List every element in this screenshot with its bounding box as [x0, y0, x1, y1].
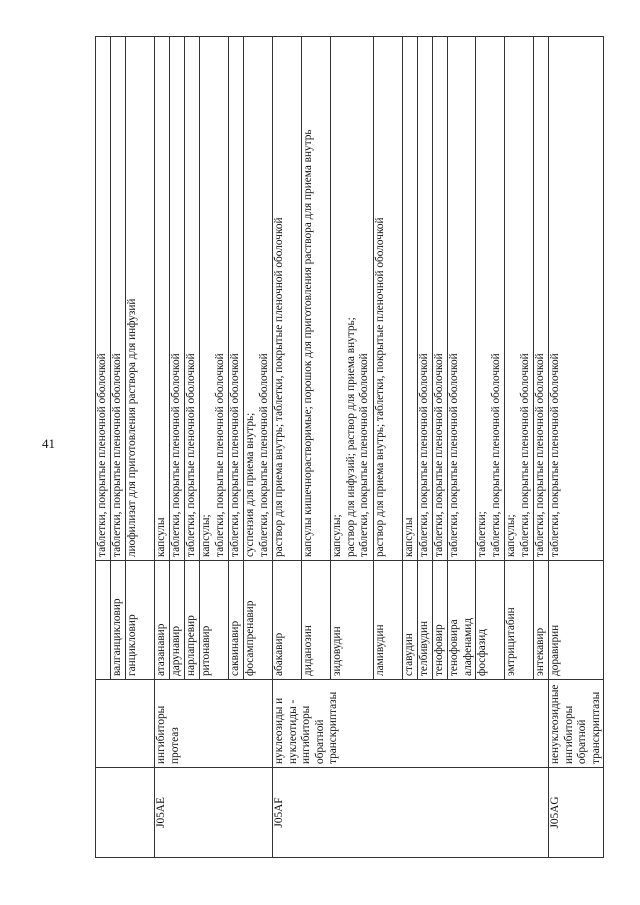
- drug-name-cell: фосфазид: [476, 561, 505, 680]
- page-number: 41: [42, 436, 55, 451]
- dosage-form-line: капсулы: [403, 517, 415, 557]
- dosage-form-line: таблетки, покрытые пленочной оболочкой: [549, 353, 562, 557]
- group-name-cell: ингибиторы протеаз: [155, 680, 273, 768]
- dosage-form-line: таблетки, покрытые пленочной оболочкой: [170, 353, 182, 557]
- dosage-form-cell: [534, 37, 549, 561]
- drug-name-cell: энтекавир: [534, 561, 549, 680]
- dosage-form-line: капсулы;: [200, 514, 212, 557]
- dosage-form-line: капсулы кишечнорастворимые; порошок для приготовления раствора для приема внутрь: [302, 129, 314, 557]
- dosage-form-line: таблетки, покрытые пленочной оболочкой: [448, 353, 460, 557]
- drug-name-cell: [96, 561, 111, 680]
- dosage-form-line: таблетки, покрытые пленочной оболочкой: [433, 353, 445, 557]
- drug-name-cell: тенофовир: [433, 561, 448, 680]
- drug-table-body: [96, 37, 604, 858]
- drug-name-cell: доравирин: [549, 561, 604, 680]
- drug-name-cell: телбивудин: [418, 561, 433, 680]
- dosage-form-line: таблетки, покрытые пленочной оболочкой: [257, 353, 270, 557]
- dosage-form-line: таблетки, покрытые пленочной оболочкой: [111, 353, 123, 557]
- drug-name-cell: валганцикловир: [111, 561, 126, 680]
- group-name-cell: нуклеозиды и нуклеотиды - ингибиторы обратной транскриптазы: [273, 680, 549, 768]
- dosage-form-cell: [403, 37, 418, 561]
- drug-table: [95, 36, 604, 858]
- dosage-form-cell: [229, 37, 244, 561]
- dosage-form-line: таблетки, покрытые пленочной оболочкой: [96, 353, 108, 557]
- dosage-form-cell: [448, 37, 476, 561]
- dosage-form-cell: [374, 37, 403, 561]
- dosage-form-line: лиофилизат для приготовления раствора для инфузий: [126, 298, 138, 557]
- dosage-form-cell: [273, 37, 302, 561]
- dosage-form-line: таблетки, покрытые пленочной оболочкой: [185, 353, 197, 557]
- drug-name-cell: нарлапревир: [185, 561, 200, 680]
- dosage-form-cell: [155, 37, 170, 561]
- drug-name-cell: ритонавир: [200, 561, 229, 680]
- dosage-form-line: раствор для приема внутрь; таблетки, покрытые пленочной оболочкой: [374, 217, 386, 557]
- dosage-form-line: капсулы;: [505, 514, 518, 557]
- dosage-form-line: капсулы: [155, 517, 167, 557]
- dosage-form-cell: [331, 37, 374, 561]
- dosage-form-line: раствор для приема внутрь; таблетки, покрытые пленочной оболочкой: [273, 217, 285, 557]
- table-row: [549, 37, 604, 858]
- dosage-form-line: раствор для инфузий; раствор для приема внутрь;: [344, 317, 357, 557]
- dosage-form-cell: [418, 37, 433, 561]
- dosage-form-line: капсулы;: [331, 514, 343, 557]
- dosage-form-cell: [476, 37, 505, 561]
- dosage-form-line: таблетки, покрытые пленочной оболочкой: [229, 353, 241, 557]
- dosage-form-cell: [549, 37, 604, 561]
- atc-code-cell: J05AE: [155, 768, 273, 858]
- dosage-form-line: таблетки, покрытые пленочной оболочкой: [534, 353, 547, 557]
- group-name-cell: ненуклеозидные ингибиторы обратной транскриптазы: [549, 680, 604, 768]
- rotated-table-container: [95, 36, 602, 858]
- dosage-form-cell: [505, 37, 534, 561]
- dosage-form-line: таблетки;: [476, 511, 489, 557]
- dosage-form-cell: [244, 37, 273, 561]
- table-row: [155, 37, 170, 858]
- dosage-form-line: таблетки, покрытые пленочной оболочкой: [418, 353, 430, 557]
- table-row: [273, 37, 302, 858]
- dosage-form-line: таблетки, покрытые пленочной оболочкой: [213, 353, 226, 557]
- dosage-form-cell: [185, 37, 200, 561]
- dosage-form-line: таблетки, покрытые пленочной оболочкой: [358, 353, 371, 557]
- dosage-form-line: суспензия для приема внутрь;: [244, 412, 256, 557]
- drug-name-cell: ставудин: [403, 561, 418, 680]
- drug-name-cell: эмтрицитабин: [505, 561, 534, 680]
- group-name-cell: [96, 680, 155, 768]
- drug-name-cell: абакавир: [273, 561, 302, 680]
- dosage-form-cell: [302, 37, 331, 561]
- drug-name-cell: ламивудин: [374, 561, 403, 680]
- drug-name-cell: фосампренавир: [244, 561, 273, 680]
- atc-code-cell: J05AF: [273, 768, 549, 858]
- table-row: [96, 37, 111, 858]
- atc-code-cell: J05AG: [549, 768, 604, 858]
- dosage-form-cell: [433, 37, 448, 561]
- dosage-form-cell: [126, 37, 155, 561]
- dosage-form-line: таблетки, покрытые пленочной оболочкой: [489, 353, 502, 557]
- drug-name-cell: зидовудин: [331, 561, 374, 680]
- drug-name-cell: саквинавир: [229, 561, 244, 680]
- drug-name-cell: атазанавир: [155, 561, 170, 680]
- atc-code-cell: [96, 768, 155, 858]
- drug-name-cell: ганцикловир: [126, 561, 155, 680]
- drug-name-cell: диданозин: [302, 561, 331, 680]
- dosage-form-cell: [200, 37, 229, 561]
- dosage-form-cell: [96, 37, 111, 561]
- dosage-form-line: таблетки, покрытые пленочной оболочкой: [518, 353, 531, 557]
- dosage-form-cell: [111, 37, 126, 561]
- drug-name-cell: дарунавир: [170, 561, 185, 680]
- drug-name-cell: тенофовира алафенамид: [448, 561, 476, 680]
- dosage-form-cell: [170, 37, 185, 561]
